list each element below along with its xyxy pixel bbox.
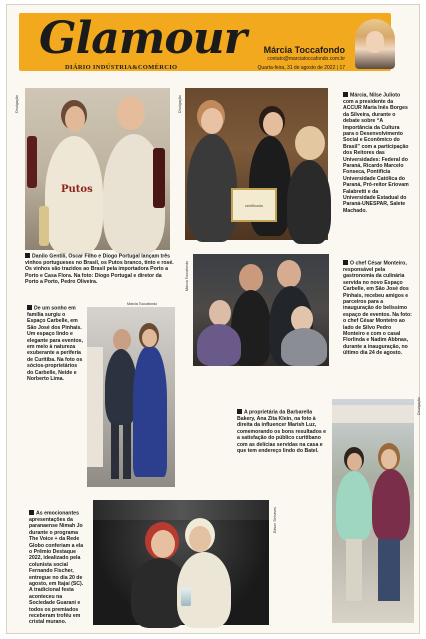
newspaper-name: DIÁRIO INDÚSTRIA&COMÉRCIO: [65, 64, 178, 71]
photo-carbelle-owners: [87, 307, 175, 487]
caption-award: As emocionantes apresentações da paranaense Nimah Jo durante o programa The Voice + da Rede Globo conferiam a ela o Prêmio Destaque 2022, idealizado pela colunista social Fernando Fischer, entregue no dia 20 de agosto, em Itajaí (SC). A tradicional festa aconteceu na Sociedade Guarani e todos os premiados receberam troféu em cristal murano.: [29, 510, 84, 626]
credit-photo5: Divulgação: [417, 397, 421, 415]
caption-certificate: Márcia, Nilse Julioto com a presidente da ACCUR Maria Inês Borges da Silveira, durante o debate sobre “A Importância da Cultura para o Desenvolvimento Social e Econômico do Brasil” com a participação dos Reitores das Universidades: Federal do Paraná, Ricardo Marcelo Fonseca, Pontifícia Universidade Católica do Paraná, Pró-reitor Eriovam Falabretti e da Universidade Estadual do Paraná-UNESPAR, Salete Machado.: [343, 92, 409, 214]
photo-chef-guests: [193, 254, 329, 366]
credit-photo1: Divulgação: [15, 95, 19, 113]
photo-certificate: [185, 88, 328, 240]
caption-carbelle-owners: De um sonho em família surgiu o Espaço Carbelle, em São José dos Pinhais. Um espaço lindo e elegante para eventos, em meio à natureza exuberante a periferia de Curitiba. Na foto os sócios-proprietários do Carbelle, Neide e Norberto Lima.: [27, 305, 83, 382]
photo-award: [93, 500, 269, 625]
page-number: 17: [339, 65, 345, 71]
caption-wine-launch: Danilo Gentili, Oscar Filho e Diogo Portugal lançam três vinhos portugueses no Brasil, os Putos branco, tinto e rosé. Os vinhos são trazidos ao Brasil pela importadora Porto a Porto e Casa Flora. Na foto: Diogo Portugal e diretor da Porto a Porto, Pedro Oliveira.: [25, 253, 174, 286]
columnist-email: contato@marciatoccafondo.com.br: [267, 56, 345, 62]
certificate-label: certificado: [244, 203, 264, 208]
newspaper-page: [6, 4, 420, 634]
masthead: [19, 13, 391, 71]
caption-chef-guests: O chef César Monteiro, responsável pela gastronomia da culinária servida no novo Espaço Carbelle, em São José dos Pinhais, recebeu amigos e parceiros para a inauguração do belíssimo espaço de eventos. Na foto: o chef César Monteiro ao lado de Silvo Pedro Monteiro e com o casal Florlinda e Nadim Abbnas, durante a inauguração, no último dia 24 de agosto.: [343, 260, 412, 357]
columnist-avatar: [355, 19, 395, 69]
logo-glamour: Glamour: [39, 13, 246, 64]
certificate-frame: [231, 188, 277, 222]
credit-photo4: Márcia Toccafondo: [127, 302, 158, 306]
caption-bakery: A proprietária da Barbarella Bakery, Ana Zita Klein, na foto à direita da influencer Marish Luz, comemorando os bons resultados e a satisfação do público curitibano com as delícias servidas na casa e que tem endereço lindo do Batel.: [237, 409, 327, 454]
credit-photo2: Divulgação: [178, 95, 182, 113]
photo-bakery: [332, 399, 414, 623]
wine-label: Putos: [61, 184, 93, 195]
columnist-name: Márcia Toccafondo: [263, 45, 345, 55]
credit-photo6: Edson Sinhaves: [273, 507, 277, 533]
issue-date: Quarta-feira, 31 de agosto de 2022 | 17: [257, 65, 345, 71]
credit-photo3: Márcia Toccafondo: [185, 260, 189, 291]
photo-wine-launch: [25, 88, 170, 250]
